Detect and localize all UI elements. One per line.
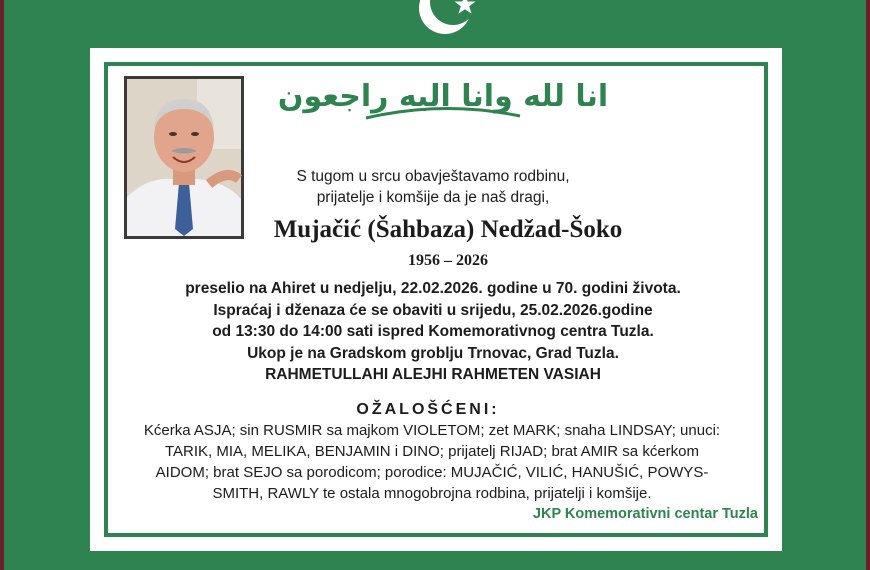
calligraphy-text: انا لله وانا اليه راجعون bbox=[277, 79, 609, 114]
mourners-heading: OŽALOŠĆENI: bbox=[356, 401, 500, 418]
obituary-card bbox=[90, 48, 782, 551]
obituary-inner-frame bbox=[104, 62, 768, 537]
intro-line: prijatelje i komšije da je naš dragi, bbox=[316, 189, 550, 206]
mourners-line: Kćerka ASJA; sin RUSMIR sa majkom VIOLETOM; zet MARK; snaha LINDSAY; unuci: bbox=[143, 422, 721, 439]
mourners-line: SMITH, RAWLY te ostala mnogobrojna rodbina, prijatelji i komšije. bbox=[212, 485, 652, 502]
details-line: RAHMETULLAHI ALEJHI RAHMETEN VASIAH bbox=[265, 366, 601, 383]
mourners-line: TARIK, MIA, MELIKA, BENJAMIN i DINO; prijatelj RIJAD; brat AMIR sa kćerkom bbox=[165, 443, 699, 460]
publisher-signature: JKP Komemorativni centar Tuzla bbox=[532, 506, 758, 522]
life-years: 1956 – 2026 bbox=[408, 252, 488, 269]
mourners-line: AIDOM; brat SEJO sa porodicom; porodice: MUJAČIĆ, VILIĆ, HANUŠIĆ, POWYS- bbox=[155, 464, 709, 481]
details-line: Ispraćaj i dženaza će se obaviti u srijedu, 25.02.2026.godine bbox=[213, 301, 653, 319]
deceased-name: Mujačić (Šahbaza) Nedžad-Šoko bbox=[273, 216, 623, 243]
mourners-list bbox=[112, 420, 752, 504]
funeral-details bbox=[118, 278, 748, 386]
details-line: preselio na Ahiret u nedjelju, 22.02.2026. godine u 70. godini života. bbox=[185, 280, 681, 297]
intro-line: S tugom u srcu obavještavamo rodbinu, bbox=[296, 168, 570, 185]
crescent-star-icon bbox=[415, 0, 485, 42]
details-line: Ukop je na Gradskom groblju Trnovac, Grad Tuzla. bbox=[247, 344, 619, 362]
intro-text bbox=[268, 166, 598, 208]
portrait-photo bbox=[124, 76, 244, 239]
calligraphy-emblem bbox=[277, 70, 609, 124]
details-line: od 13:30 do 14:00 sati ispred Komemorativnog centra Tuzla. bbox=[212, 323, 654, 340]
